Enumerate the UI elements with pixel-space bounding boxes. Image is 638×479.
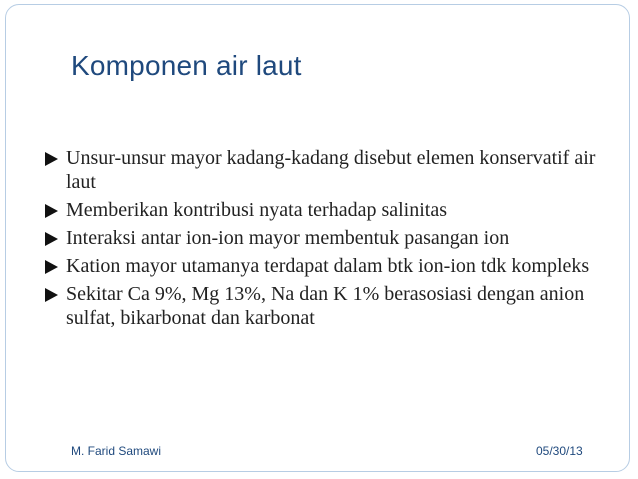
bullet-text: Interaksi antar ion-ion mayor membentuk pasangan ion — [66, 227, 510, 249]
bullet-text: Kation mayor utamanya terdapat dalam btk ion-ion tdk kompleks — [66, 255, 590, 277]
triangle-right-icon — [45, 232, 58, 246]
footer-date: 05/30/13 — [536, 444, 583, 458]
bullet-item — [44, 226, 624, 250]
bullet-item — [44, 198, 624, 222]
bullet-text: Sekitar Ca 9%, Mg 13%, Na dan K 1% berasosiasi dengan anion sulfat, bikarbonat dan karbonat — [66, 283, 585, 329]
bullet-text: Memberikan kontribusi nyata terhadap salinitas — [66, 199, 448, 221]
bullet-list — [44, 146, 624, 334]
slide-title: Komponen air laut — [71, 50, 302, 81]
triangle-right-icon — [45, 288, 58, 302]
triangle-right-icon — [45, 204, 58, 218]
bullet-item — [44, 282, 624, 330]
triangle-right-icon — [45, 152, 58, 166]
bullet-item — [44, 146, 624, 194]
footer-author: M. Farid Samawi — [71, 444, 162, 458]
bullet-item — [44, 254, 624, 278]
triangle-right-icon — [45, 260, 58, 274]
bullet-text: Unsur-unsur mayor kadang-kadang disebut elemen konservatif air laut — [66, 147, 596, 193]
